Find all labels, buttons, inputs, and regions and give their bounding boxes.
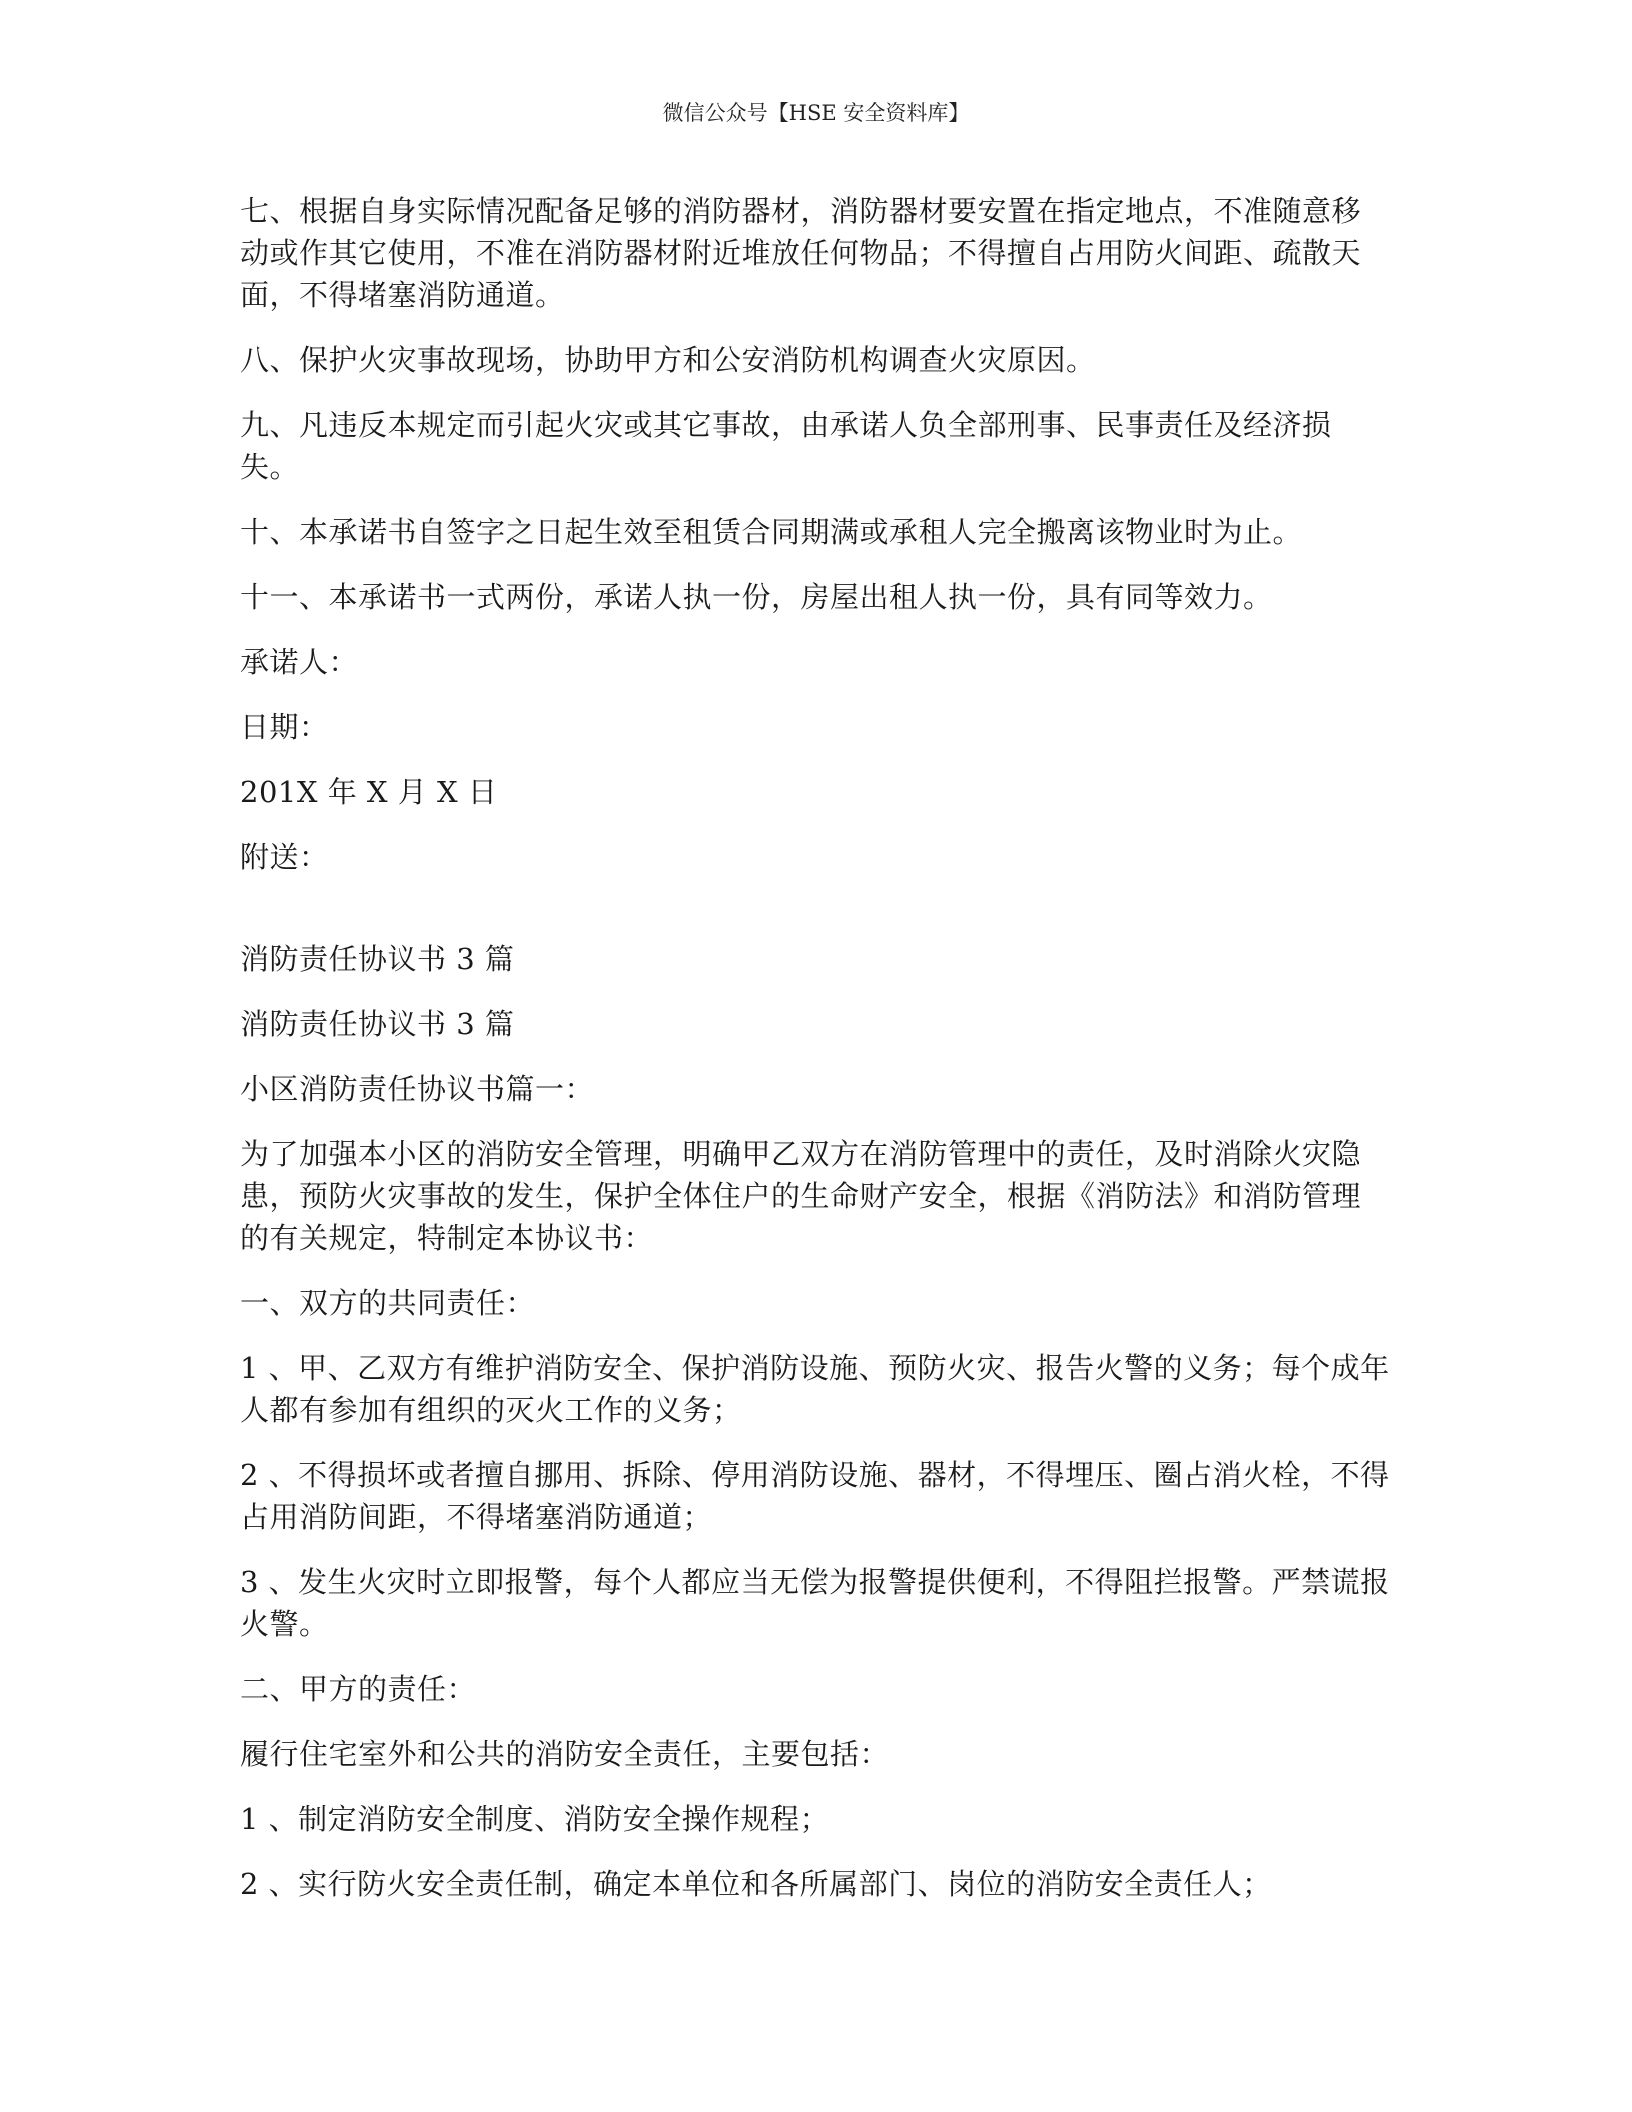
- section-heading-shared: 一、双方的共同责任：: [240, 1286, 536, 1320]
- shared-item-2: 2 、不得损坏或者擅自挪用、拆除、停用消防设施、器材，不得埋压、圈占消火栓，不得占用消防间距，不得堵塞消防通道；: [240, 1458, 1390, 1534]
- promisor-label: 承诺人：: [240, 645, 359, 679]
- page-header: 微信公众号【HSE 安全资料库】: [662, 101, 970, 125]
- clause-9: 九、凡违反本规定而引起火灾或其它事故，由承诺人负全部刑事、民事责任及经济损失。: [240, 408, 1332, 484]
- clause-7: 七、根据自身实际情况配备足够的消防器材，消防器材要安置在指定地点，不准随意移动或作其它使用，不准在消防器材附近堆放任何物品；不得擅自占用防火间距、疏散天面，不得堵塞消防通道。: [240, 194, 1362, 312]
- doc-title: 消防责任协议书 3 篇: [240, 942, 515, 976]
- party-a-item-1: 1 、制定消防安全制度、消防安全操作规程；: [240, 1802, 830, 1836]
- date-value: 201X 年 X 月 X 日: [240, 775, 498, 809]
- party-a-item-2: 2 、实行防火安全责任制，确定本单位和各所属部门、岗位的消防安全责任人；: [240, 1867, 1272, 1901]
- doc-title-repeat: 消防责任协议书 3 篇: [240, 1007, 515, 1041]
- agreement-heading: 小区消防责任协议书篇一：: [240, 1072, 595, 1106]
- clause-11: 十一、本承诺书一式两份，承诺人执一份，房屋出租人执一份，具有同等效力。: [240, 580, 1273, 614]
- attachment-label: 附送：: [240, 840, 329, 874]
- section-heading-party-a: 二、甲方的责任：: [240, 1672, 477, 1706]
- section-gap: [240, 901, 1390, 938]
- clause-8: 八、保护火灾事故现场，协助甲方和公安消防机构调查火灾原因。: [240, 343, 1096, 377]
- clause-10: 十、本承诺书自签字之日起生效至租赁合同期满或承租人完全搬离该物业时为止。: [240, 515, 1303, 549]
- party-a-intro: 履行住宅室外和公共的消防安全责任，主要包括：: [240, 1737, 890, 1771]
- shared-item-3: 3 、发生火灾时立即报警，每个人都应当无偿为报警提供便利，不得阻拦报警。严禁谎报火警。: [240, 1565, 1390, 1641]
- date-label: 日期：: [240, 710, 329, 744]
- agreement-preamble: 为了加强本小区的消防安全管理，明确甲乙双方在消防管理中的责任，及时消除火灾隐患，预防火灾事故的发生，保护全体住户的生命财产安全，根据《消防法》和消防管理的有关规定，特制定本协议书：: [240, 1137, 1362, 1255]
- document-body: [240, 190, 1390, 1928]
- shared-item-1: 1 、甲、乙双方有维护消防安全、保护消防设施、预防火灾、报告火警的义务；每个成年人都有参加有组织的灭火工作的义务；: [240, 1351, 1390, 1427]
